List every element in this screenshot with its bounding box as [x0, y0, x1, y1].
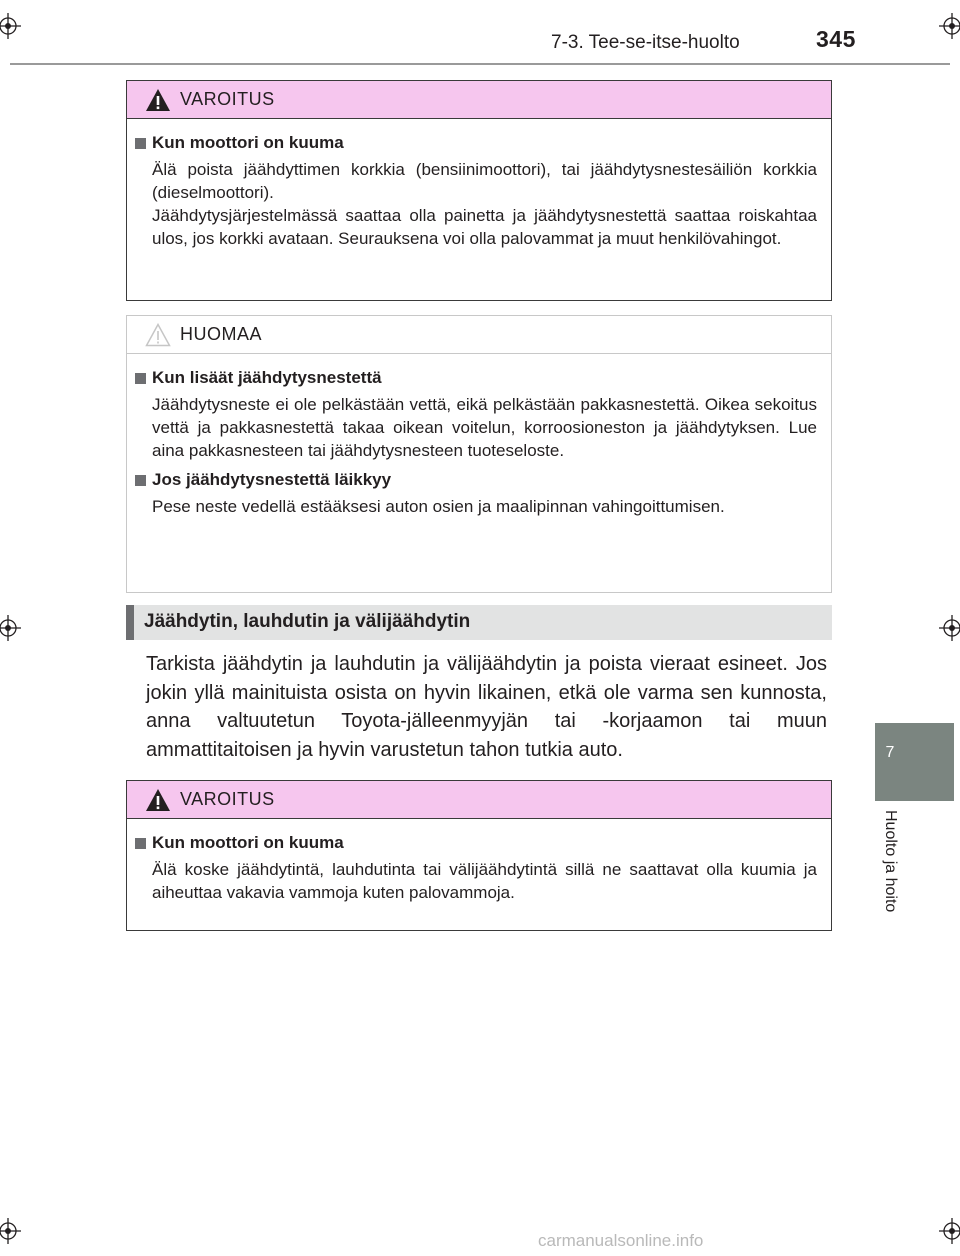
- notice-item: [135, 470, 817, 518]
- page-number: 345: [816, 26, 856, 52]
- bullet-square-icon: [135, 475, 146, 486]
- chapter-number: 7: [885, 744, 895, 761]
- registration-mark-icon: [939, 615, 960, 641]
- warning-item: [135, 133, 817, 250]
- warning-item-paragraph: Jäähdytysjärjestelmässä saattaa olla painetta ja jäähdytysnestettä saattaa roiskahtaa ulos, jos korkki avataan. Seurauksena voi olla palovammat ja muut henkilövahingot.: [152, 206, 817, 248]
- bullet-square-icon: [135, 838, 146, 849]
- warning-header: [127, 81, 831, 119]
- registration-mark-icon: [0, 13, 21, 39]
- warning-item: [135, 833, 817, 904]
- warning-triangle-icon: [145, 88, 171, 112]
- warning-triangle-icon: [145, 788, 171, 812]
- warning-item-heading: Kun moottori on kuuma: [152, 833, 344, 852]
- notice-title: HUOMAA: [180, 324, 263, 344]
- registration-mark-icon: [939, 13, 960, 39]
- notice-item-heading: Kun lisäät jäähdytysnestettä: [152, 368, 382, 387]
- warning-box: [126, 780, 832, 931]
- warning-title: VAROITUS: [180, 89, 275, 109]
- notice-item: [135, 368, 817, 462]
- warning-item-paragraph: Älä poista jäähdyttimen korkkia (bensiinimoottori), tai jäähdytysnestesäiliön korkkia (dieselmoottori).: [152, 160, 817, 202]
- warning-box: [126, 80, 832, 301]
- caution-triangle-icon: [145, 323, 171, 347]
- notice-item-heading: Jos jäähdytysnestettä läikkyy: [152, 470, 392, 489]
- chapter-tab: [875, 723, 954, 801]
- bullet-square-icon: [135, 138, 146, 149]
- notice-box: [126, 315, 832, 593]
- warning-header: [127, 781, 831, 819]
- notice-header: [127, 316, 831, 354]
- registration-mark-icon: [939, 1218, 960, 1244]
- registration-mark-icon: [0, 615, 21, 641]
- notice-item-paragraph: Pese neste vedellä estääksesi auton osien ja maalipinnan vahingoittumisen.: [152, 497, 725, 516]
- watermark: carmanualsonline.info: [538, 1231, 704, 1250]
- notice-item-paragraph: Jäähdytysneste ei ole pelkästään vettä, eikä pelkästään pakkasnestettä. Oikea sekoitus vettä ja pakkasnestettä takaa oikean voitelun, korroosioneston ja jäähdytyksen. Lue aina pakkasnesteen tai jäähdytysnesteen tuoteseloste.: [152, 395, 817, 460]
- header-rule: [10, 63, 950, 65]
- section-body: Tarkista jäähdytin ja lauhdutin ja välijäähdytin ja poista vieraat esineet. Jos jokin yllä mainituista osista on hyvin likainen, etkä ole varma sen kunnosta, anna valtuutetun Toyota-jälleenmyyjän tai -korjaamon tai muun ammattitaitoisen ja hyvin varustetun tahon tutkia auto.: [146, 653, 827, 761]
- section-heading-bar: [126, 605, 134, 640]
- warning-item-heading: Kun moottori on kuuma: [152, 133, 344, 152]
- section-title: Jäähdytin, lauhdutin ja välijäähdytin: [144, 611, 471, 632]
- registration-mark-icon: [0, 1218, 21, 1244]
- warning-title: VAROITUS: [180, 789, 275, 809]
- chapter-title: Huolto ja hoito: [882, 810, 899, 913]
- header-section-title: 7-3. Tee-se-itse-huolto: [551, 32, 740, 53]
- bullet-square-icon: [135, 373, 146, 384]
- warning-item-paragraph: Älä koske jäähdytintä, lauhdutinta tai välijäähdytintä sillä ne saattavat olla kuumia ja aiheuttaa vakavia vammoja kuten palovammoja.: [152, 860, 817, 902]
